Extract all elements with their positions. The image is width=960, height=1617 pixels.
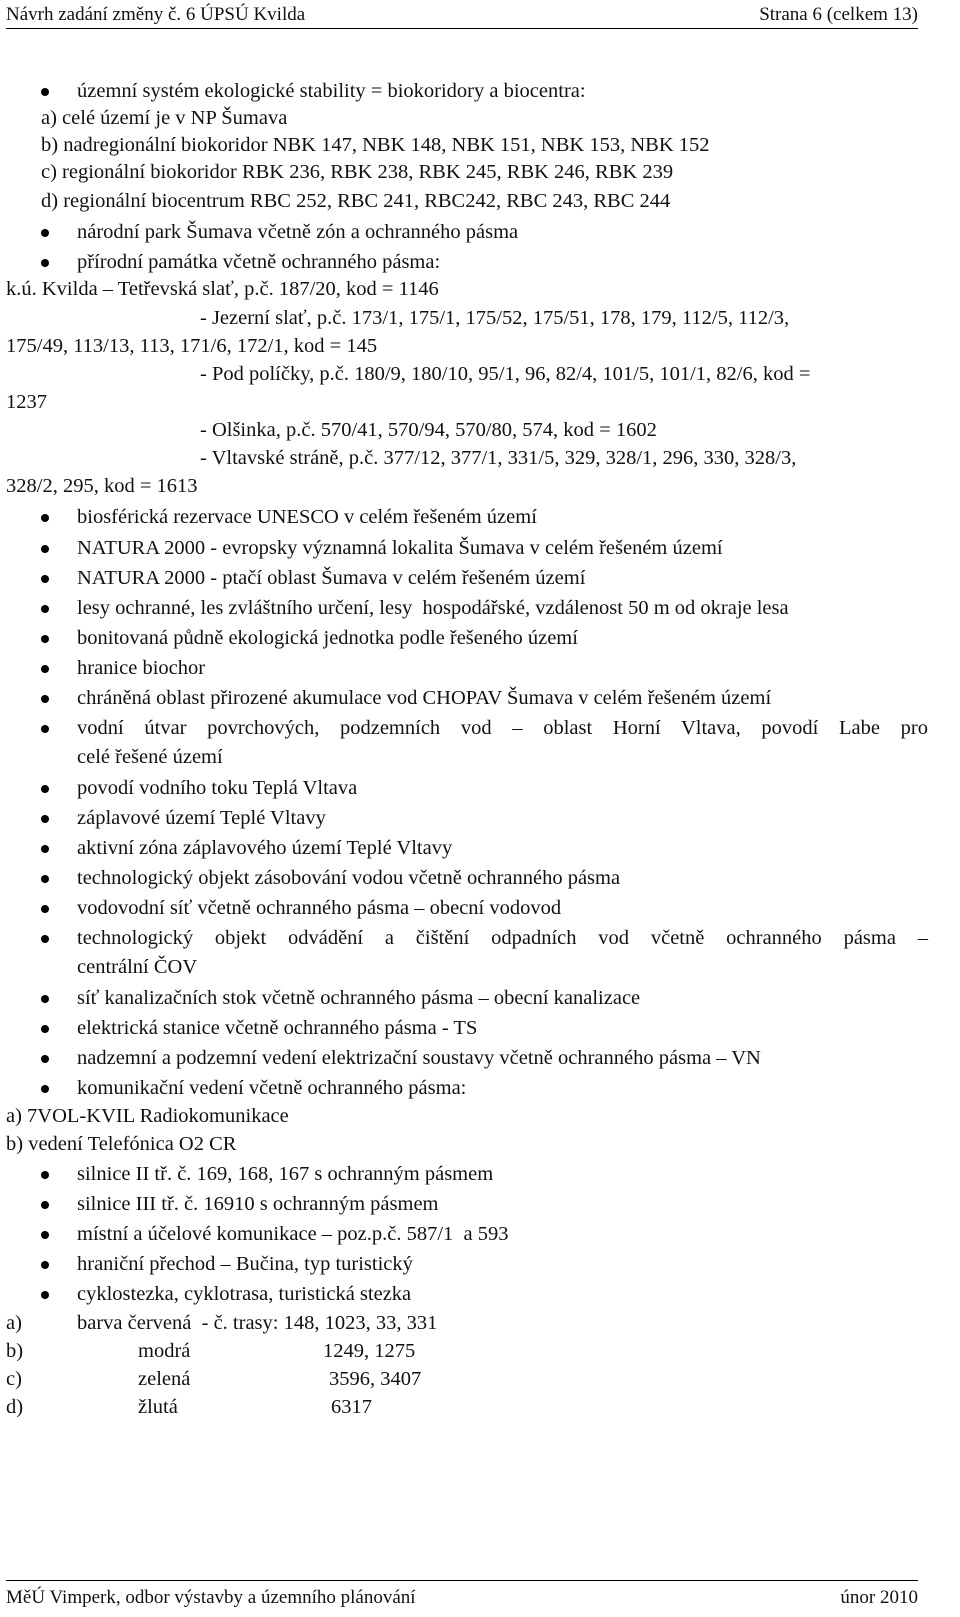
list-item: 175/49, 113/13, 113, 171/6, 172/1, kod = 145 [6, 335, 378, 357]
route-color: modrá [138, 1340, 191, 1362]
bullet-icon [41, 995, 49, 1003]
list-item: d) regionální biocentrum RBC 252, RBC 241, RBC242, RBC 243, RBC 244 [41, 190, 671, 212]
bullet-icon [41, 695, 49, 703]
route-color: zelená [138, 1368, 191, 1390]
footer-office: MěÚ Vimperk, odbor výstavby a územního plánování [6, 1587, 416, 1608]
list-item: c) regionální biokoridor RBK 236, RBK 238, RBK 245, RBK 246, RBK 239 [41, 161, 674, 183]
list-item: místní a účelové komunikace – poz.p.č. 587/1 a 593 [77, 1223, 509, 1245]
bullet-icon [41, 1261, 49, 1269]
route-letter: d) [6, 1396, 24, 1418]
list-item: silnice II tř. č. 169, 168, 167 s ochranným pásmem [77, 1163, 494, 1185]
bullet-icon [41, 1085, 49, 1093]
list-item: centrální ČOV [77, 956, 198, 978]
bullet-icon [41, 605, 49, 613]
route-numbers: 3596, 3407 [329, 1368, 422, 1390]
bullet-icon [41, 514, 49, 522]
list-item: záplavové území Teplé Vltavy [77, 807, 326, 829]
list-item: hranice biochor [77, 657, 206, 679]
list-item: vodovodní síť včetně ochranného pásma – obecní vodovod [77, 897, 562, 919]
list-item: lesy ochranné, les zvláštního určení, lesy hospodářské, vzdálenost 50 m od okraje lesa [77, 597, 789, 619]
bullet-icon [41, 1291, 49, 1299]
route-numbers: 6317 [331, 1396, 372, 1418]
page-number: Strana 6 (celkem 13) [759, 4, 918, 25]
footer-date: únor 2010 [840, 1587, 918, 1608]
list-item: hraniční přechod – Bučina, typ turistický [77, 1253, 413, 1275]
list-item: cyklostezka, cyklotrasa, turistická stezka [77, 1283, 412, 1305]
list-item: chráněná oblast přirozené akumulace vod CHOPAV Šumava v celém řešeném území [77, 687, 772, 709]
route-letter: c) [6, 1368, 22, 1390]
list-item: NATURA 2000 - evropsky významná lokalita Šumava v celém řešeném území [77, 537, 723, 559]
list-item: povodí vodního toku Teplá Vltava [77, 777, 358, 799]
bullet-icon [41, 1025, 49, 1033]
bullet-icon [41, 88, 49, 96]
bullet-icon [41, 1171, 49, 1179]
bullet-icon [41, 785, 49, 793]
list-item: komunikační vedení včetně ochranného pásma: [77, 1077, 467, 1099]
list-item: územní systém ekologické stability = biokoridory a biocentra: [77, 80, 586, 102]
bullet-icon [41, 1201, 49, 1209]
list-item: elektrická stanice včetně ochranného pásma - TS [77, 1017, 478, 1039]
list-item: síť kanalizačních stok včetně ochranného pásma – obecní kanalizace [77, 987, 641, 1009]
bullet-icon [41, 575, 49, 583]
list-item: - Pod políčky, p.č. 180/9, 180/10, 95/1, 96, 82/4, 101/5, 101/1, 82/6, kod = [200, 363, 811, 385]
list-item: celé řešené území [77, 746, 223, 768]
list-item: k.ú. Kvilda – Tetřevská slať, p.č. 187/20, kod = 1146 [6, 278, 439, 300]
list-item: b) nadregionální biokoridor NBK 147, NBK 148, NBK 151, NBK 153, NBK 152 [41, 134, 710, 156]
list-item: vodní útvar povrchových, podzemních vod – oblast Horní Vltava, povodí Labe pro [77, 717, 928, 739]
list-item: bonitovaná půdně ekologická jednotka podle řešeného území [77, 627, 578, 649]
bullet-icon [41, 815, 49, 823]
list-item: 1237 [6, 391, 47, 413]
bullet-icon [41, 1055, 49, 1063]
document-title: Návrh zadání změny č. 6 ÚPSÚ Kvilda [6, 4, 306, 25]
page-header [6, 2, 918, 29]
list-item: národní park Šumava včetně zón a ochranného pásma [77, 221, 519, 243]
bullet-icon [41, 845, 49, 853]
bullet-icon [41, 1231, 49, 1239]
list-item: silnice III tř. č. 16910 s ochranným pásmem [77, 1193, 439, 1215]
bullet-icon [41, 935, 49, 943]
list-item: přírodní památka včetně ochranného pásma: [77, 251, 441, 273]
list-item: biosférická rezervace UNESCO v celém řešeném území [77, 506, 537, 528]
route-color: barva červená - č. trasy: 148, 1023, 33, 331 [77, 1312, 438, 1334]
bullet-icon [41, 665, 49, 673]
list-item: technologický objekt zásobování vodou včetně ochranného pásma [77, 867, 621, 889]
bullet-icon [41, 875, 49, 883]
list-item: b) vedení Telefónica O2 CR [6, 1133, 237, 1155]
bullet-icon [41, 545, 49, 553]
list-item: - Jezerní slať, p.č. 173/1, 175/1, 175/52, 175/51, 178, 179, 112/5, 112/3, [200, 307, 790, 329]
bullet-icon [41, 725, 49, 733]
list-item: - Vltavské stráně, p.č. 377/12, 377/1, 331/5, 329, 328/1, 296, 330, 328/3, [200, 447, 797, 469]
route-numbers: 1249, 1275 [323, 1340, 416, 1362]
route-color: žlutá [138, 1396, 178, 1418]
list-item: NATURA 2000 - ptačí oblast Šumava v celém řešeném území [77, 567, 586, 589]
list-item: 328/2, 295, kod = 1613 [6, 475, 198, 497]
route-letter: a) [6, 1312, 22, 1334]
list-item: aktivní zóna záplavového území Teplé Vltavy [77, 837, 453, 859]
list-item: nadzemní a podzemní vedení elektrizační soustavy včetně ochranného pásma – VN [77, 1047, 761, 1069]
bullet-icon [41, 905, 49, 913]
list-item: - Olšinka, p.č. 570/41, 570/94, 570/80, 574, kod = 1602 [200, 419, 657, 441]
bullet-icon [41, 259, 49, 267]
bullet-icon [41, 635, 49, 643]
list-item: a) celé území je v NP Šumava [41, 107, 288, 129]
list-item: technologický objekt odvádění a čištění odpadních vod včetně ochranného pásma – [77, 927, 928, 949]
list-item: a) 7VOL-KVIL Radiokomunikace [6, 1105, 289, 1127]
page-footer [6, 1580, 918, 1611]
bullet-icon [41, 229, 49, 237]
route-letter: b) [6, 1340, 24, 1362]
